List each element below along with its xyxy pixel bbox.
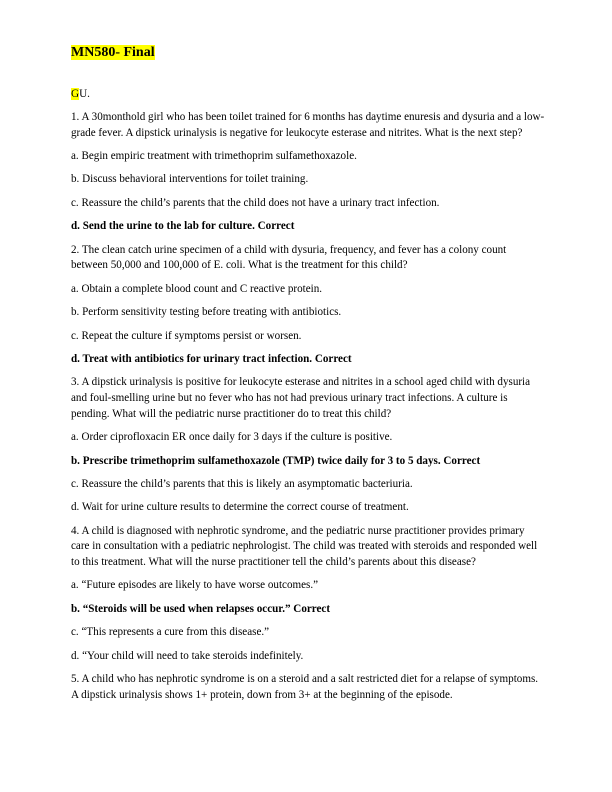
question-text-line: c. “This represents a cure from this disease.” xyxy=(71,626,270,639)
correct-answer-line: d. Send the urine to the lab for culture. Correct xyxy=(71,220,295,233)
question-text-line: 1. A 30monthold girl who has been toilet trained for 6 months has daytime enuresis and dysuria and a low-grade fever. A dipstick urinalysis is negative for leukocyte esterase and nitrites. What is the next step? xyxy=(71,111,545,139)
question-list xyxy=(71,110,545,711)
correct-answer-line: b. Prescribe trimethoprim sulfamethoxazole (TMP) twice daily for 3 to 5 days. Correct xyxy=(71,454,481,467)
section-heading-initial: G xyxy=(71,88,80,100)
question-text-line: c. Reassure the child’s parents that this is likely an asymptomatic bacteriuria. xyxy=(71,477,413,490)
section-heading-rest: U. xyxy=(79,88,90,100)
question-text-line: b. Discuss behavioral interventions for toilet training. xyxy=(71,173,309,186)
question-text-line: 5. A child who has nephrotic syndrome is on a steroid and a salt restricted diet for a relapse of symptoms. A dipstick urinalysis shows 1+ protein, down from 3+ at the beginning of the episode. xyxy=(71,673,539,701)
question-text-line: a. Begin empiric treatment with trimethoprim sulfamethoxazole. xyxy=(71,150,357,163)
question-text-line: c. Reassure the child’s parents that the child does not have a urinary tract infection. xyxy=(71,196,440,209)
section-heading xyxy=(71,87,90,101)
question-text-line: 3. A dipstick urinalysis is positive for leukocyte esterase and nitrites in a school aged child with dysuria and foul-smelling urine but no fever who has not had previous urinary tract infections. A culture is pending. What will the pediatric nurse practitioner do to treat this child? xyxy=(71,376,531,420)
question-text-line: 4. A child is diagnosed with nephrotic syndrome, and the pediatric nurse practitioner provides primary care in consultation with a pediatric nephrologist. The child was treated with steroids and responded well to this treatment. What will the nurse practitioner tell the child’s parents about this disease? xyxy=(71,524,538,569)
correct-answer-line: d. Treat with antibiotics for urinary tract infection. Correct xyxy=(71,352,352,365)
question-text-line: b. Perform sensitivity testing before treating with antibiotics. xyxy=(71,306,342,319)
question-text-line: a. “Future episodes are likely to have worse outcomes.” xyxy=(71,579,319,592)
document-title xyxy=(71,44,155,62)
correct-answer-line: b. “Steroids will be used when relapses occur.” Correct xyxy=(71,602,331,615)
document-title-text: MN580- Final xyxy=(71,45,155,60)
question-text-line: a. Obtain a complete blood count and C reactive protein. xyxy=(71,282,323,295)
question-text-line: c. Repeat the culture if symptoms persist or worsen. xyxy=(71,329,302,342)
question-text-line: d. “Your child will need to take steroids indefinitely. xyxy=(71,649,304,662)
question-text-line: 2. The clean catch urine specimen of a child with dysuria, frequency, and fever has a colony count between 50,000 and 100,000 of E. coli. What is the treatment for this child? xyxy=(71,243,507,272)
question-text-line: a. Order ciprofloxacin ER once daily for 3 days if the culture is positive. xyxy=(71,431,393,444)
question-text-line: d. Wait for urine culture results to determine the correct course of treatment. xyxy=(71,501,409,514)
